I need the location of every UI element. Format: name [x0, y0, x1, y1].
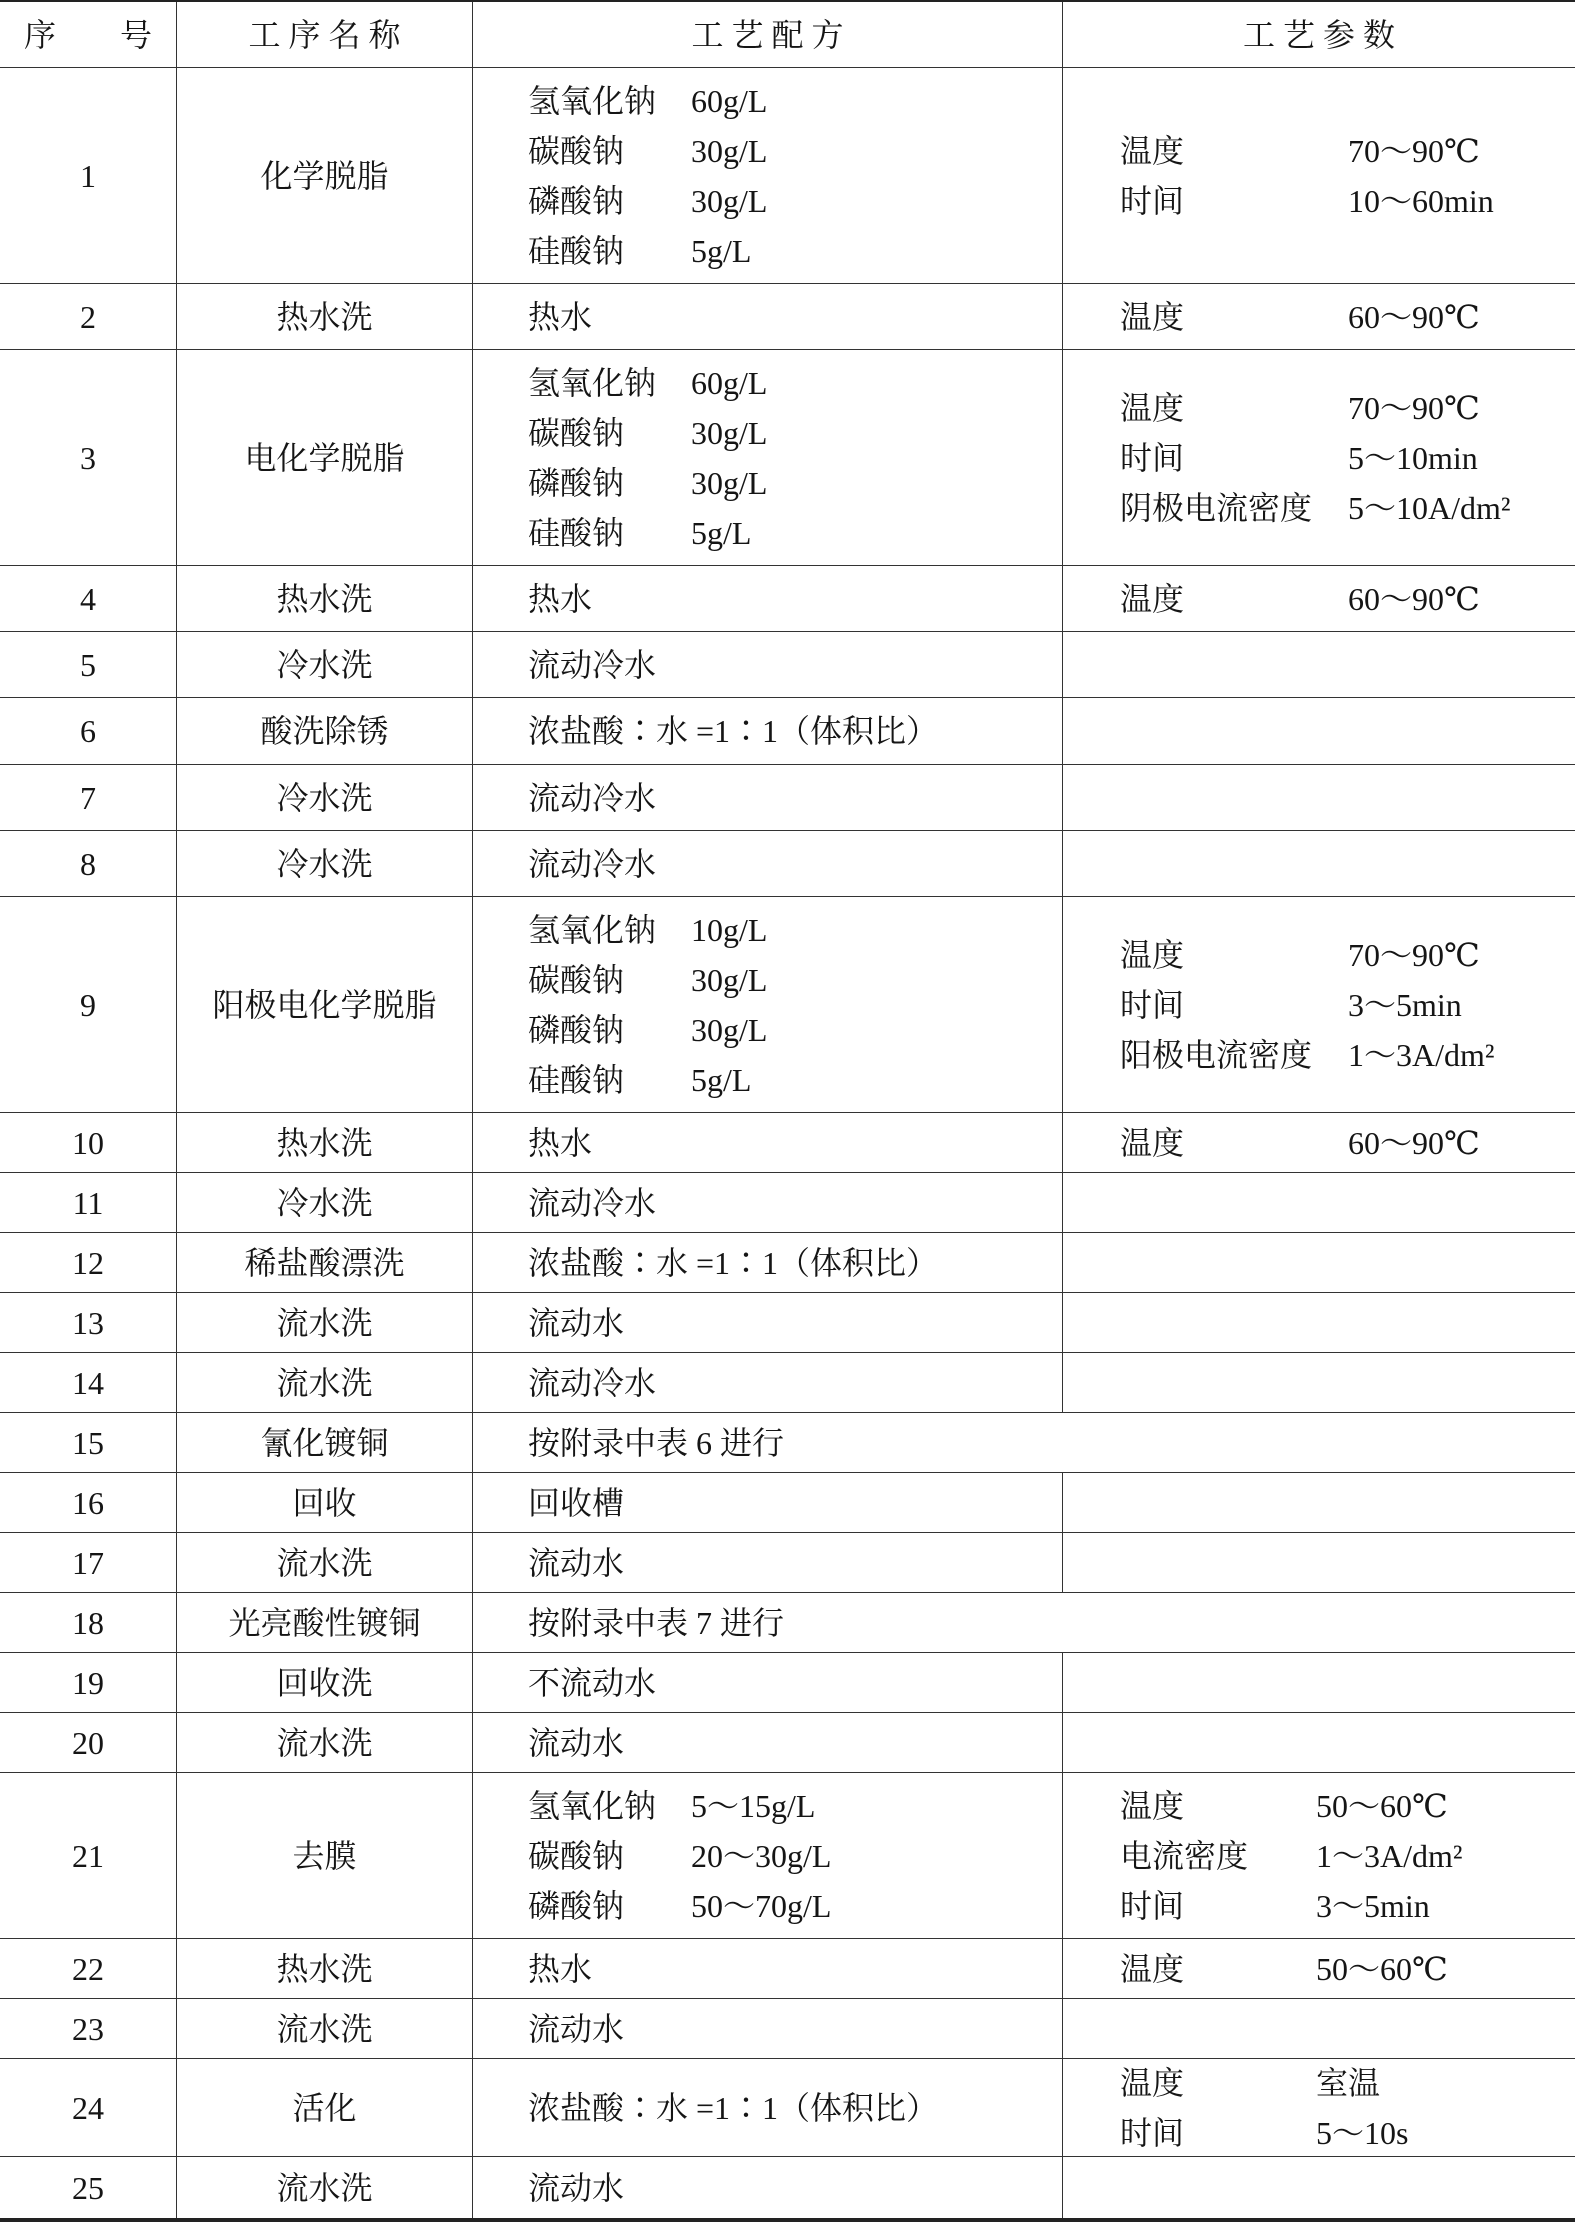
recipe-amount: 5～15g/L	[691, 1787, 816, 1824]
recipe-cell: 热水	[473, 566, 1063, 631]
parameter-name: 时间	[1120, 1887, 1185, 1924]
recipe-item	[528, 226, 1062, 276]
parameter-name: 温度	[1120, 389, 1185, 426]
parameter-item	[1120, 433, 1575, 483]
parameter-name: 温度	[1120, 1124, 1185, 1161]
table-row	[0, 566, 1575, 632]
process-name: 流水洗	[177, 1293, 473, 1352]
recipe-item	[528, 955, 1062, 1005]
recipe-item	[528, 508, 1062, 558]
header-parameters: 工 艺 参 数	[1242, 16, 1395, 53]
table-row	[0, 897, 1575, 1113]
step-number: 11	[0, 1173, 177, 1232]
recipe-cell: 流动水	[473, 1293, 1063, 1352]
recipe-item	[528, 1781, 1062, 1831]
recipe-item	[528, 1831, 1062, 1881]
recipe-cell: 流动冷水	[473, 1353, 1063, 1412]
step-number: 17	[0, 1533, 177, 1592]
recipe-cell	[473, 1773, 1063, 1938]
parameters-cell	[1063, 897, 1575, 1112]
parameter-name: 温度	[1120, 298, 1185, 335]
recipe-cell: 不流动水	[473, 1653, 1063, 1712]
parameters-cell	[1063, 1999, 1575, 2058]
parameters-cell	[1063, 1473, 1575, 1532]
parameter-name: 温度	[1120, 132, 1185, 169]
process-name: 流水洗	[177, 1533, 473, 1592]
recipe-component: 氢氧化钠	[528, 364, 657, 401]
parameter-value: 1～3A/dm²	[1316, 1837, 1463, 1874]
header-step-number: 序 号	[0, 2, 177, 67]
recipe-component: 碳酸钠	[528, 132, 625, 169]
recipe-component: 碳酸钠	[528, 1837, 625, 1874]
recipe-item	[528, 905, 1062, 955]
step-number: 25	[0, 2157, 177, 2218]
parameter-value: 3～5min	[1348, 986, 1462, 1023]
parameter-name: 时间	[1120, 986, 1185, 1023]
parameters-cell	[1063, 1939, 1575, 1998]
parameter-value: 70～90℃	[1348, 389, 1480, 426]
step-number: 4	[0, 566, 177, 631]
recipe-component: 磷酸钠	[528, 1011, 625, 1048]
recipe-cell: 流动水	[473, 2157, 1063, 2218]
step-number: 14	[0, 1353, 177, 1412]
parameters-cell	[1063, 1533, 1575, 1592]
parameter-item	[1120, 1781, 1575, 1831]
process-name: 冷水洗	[177, 1173, 473, 1232]
recipe-cell: 流动冷水	[473, 765, 1063, 830]
table-row	[0, 1713, 1575, 1773]
parameter-name: 温度	[1120, 936, 1185, 973]
parameter-value: 60～90℃	[1348, 1124, 1480, 1161]
table-row	[0, 831, 1575, 897]
recipe-amount: 30g/L	[691, 464, 768, 501]
parameters-cell	[1063, 1653, 1575, 1712]
parameters-cell	[1063, 632, 1575, 697]
process-name: 流水洗	[177, 1713, 473, 1772]
recipe-cell: 流动冷水	[473, 1173, 1063, 1232]
table-row	[0, 2157, 1575, 2218]
recipe-reference-cell: 按附录中表 6 进行	[528, 1424, 785, 1461]
parameter-item	[1120, 1944, 1575, 1994]
parameter-item	[1120, 980, 1575, 1030]
parameter-item	[1120, 1831, 1575, 1881]
parameter-item	[1120, 1118, 1575, 1168]
parameters-cell	[1063, 698, 1575, 764]
recipe-cell: 热水	[473, 1113, 1063, 1172]
parameters-cell	[1063, 566, 1575, 631]
parameters-cell	[1063, 1113, 1575, 1172]
process-name: 酸洗除锈	[177, 698, 473, 764]
recipe-cell: 流动水	[473, 1533, 1063, 1592]
parameter-name: 时间	[1120, 2114, 1185, 2151]
process-name: 热水洗	[177, 566, 473, 631]
step-number: 15	[0, 1413, 177, 1472]
step-number: 7	[0, 765, 177, 830]
parameters-cell	[1063, 1293, 1575, 1352]
parameter-item	[1120, 2108, 1575, 2158]
process-name: 冷水洗	[177, 632, 473, 697]
step-number: 10	[0, 1113, 177, 1172]
table-row	[0, 68, 1575, 284]
process-name: 化学脱脂	[177, 68, 473, 283]
recipe-item	[528, 176, 1062, 226]
parameters-cell	[1063, 2157, 1575, 2218]
recipe-component: 硅酸钠	[528, 232, 625, 269]
parameters-cell	[1063, 1233, 1575, 1292]
recipe-amount: 5g/L	[691, 1061, 752, 1098]
recipe-cell	[473, 68, 1063, 283]
table-row	[0, 1353, 1575, 1413]
parameter-name: 温度	[1120, 1950, 1185, 1987]
table-row	[0, 1939, 1575, 1999]
parameter-name: 温度	[1120, 2064, 1185, 2101]
recipe-item	[528, 1055, 1062, 1105]
parameters-cell	[1063, 284, 1575, 349]
recipe-cell: 流动水	[473, 1713, 1063, 1772]
recipe-component: 氢氧化钠	[528, 1787, 657, 1824]
recipe-amount: 20～30g/L	[691, 1837, 832, 1874]
step-number: 8	[0, 831, 177, 896]
step-number: 21	[0, 1773, 177, 1938]
parameter-value: 60～90℃	[1348, 580, 1480, 617]
parameter-value: 50～60℃	[1316, 1950, 1448, 1987]
table-row	[0, 1293, 1575, 1353]
parameter-item	[1120, 483, 1575, 533]
recipe-component: 磷酸钠	[528, 182, 625, 219]
recipe-component: 碳酸钠	[528, 961, 625, 998]
parameter-item	[1120, 574, 1575, 624]
recipe-component: 氢氧化钠	[528, 911, 657, 948]
process-name: 流水洗	[177, 2157, 473, 2218]
recipe-amount: 30g/L	[691, 182, 768, 219]
parameter-item	[1120, 292, 1575, 342]
parameter-value: 50～60℃	[1316, 1787, 1448, 1824]
table-row	[0, 1473, 1575, 1533]
parameter-value: 5～10s	[1316, 2114, 1409, 2151]
recipe-component: 磷酸钠	[528, 464, 625, 501]
table-row	[0, 632, 1575, 698]
recipe-cell: 流动冷水	[473, 632, 1063, 697]
parameter-name: 时间	[1120, 439, 1185, 476]
parameter-name: 温度	[1120, 580, 1185, 617]
parameter-value: 10～60min	[1348, 182, 1494, 219]
recipe-cell: 热水	[473, 1939, 1063, 1998]
recipe-cell: 浓盐酸∶水 =1∶1（体积比）	[473, 1233, 1063, 1292]
recipe-component: 磷酸钠	[528, 1887, 625, 1924]
recipe-amount: 30g/L	[691, 414, 768, 451]
parameter-name: 阴极电流密度	[1120, 489, 1313, 526]
recipe-amount: 60g/L	[691, 364, 768, 401]
recipe-amount: 30g/L	[691, 1011, 768, 1048]
step-number: 16	[0, 1473, 177, 1532]
parameter-value: 70～90℃	[1348, 132, 1480, 169]
step-number: 6	[0, 698, 177, 764]
recipe-component: 硅酸钠	[528, 514, 625, 551]
table-row	[0, 350, 1575, 566]
step-number: 12	[0, 1233, 177, 1292]
parameter-item	[1120, 383, 1575, 433]
recipe-cell: 流动水	[473, 1999, 1063, 2058]
recipe-cell: 流动冷水	[473, 831, 1063, 896]
parameter-name: 阳极电流密度	[1120, 1036, 1313, 1073]
parameters-cell	[1063, 1173, 1575, 1232]
process-name: 冷水洗	[177, 765, 473, 830]
step-number: 3	[0, 350, 177, 565]
table-row	[0, 1113, 1575, 1173]
parameters-cell	[1063, 2059, 1575, 2156]
recipe-item	[528, 126, 1062, 176]
recipe-amount: 30g/L	[691, 961, 768, 998]
header-recipe: 工 艺 配 方	[473, 2, 1063, 67]
table-row	[0, 1413, 1575, 1473]
parameter-value: 5～10A/dm²	[1348, 489, 1511, 526]
step-number: 2	[0, 284, 177, 349]
table-row	[0, 698, 1575, 765]
recipe-amount: 60g/L	[691, 82, 768, 119]
recipe-reference-cell: 按附录中表 7 进行	[528, 1604, 785, 1641]
parameters-cell	[1063, 350, 1575, 565]
parameter-value: 5～10min	[1348, 439, 1478, 476]
recipe-item	[528, 358, 1062, 408]
parameters-cell	[1063, 68, 1575, 283]
table-row	[0, 2059, 1575, 2157]
process-name: 流水洗	[177, 1353, 473, 1412]
parameter-name: 电流密度	[1120, 1837, 1249, 1874]
parameter-value: 室温	[1316, 2064, 1381, 2101]
process-name: 回收洗	[177, 1653, 473, 1712]
process-name: 去膜	[177, 1773, 473, 1938]
process-name: 流水洗	[177, 1999, 473, 2058]
recipe-cell: 浓盐酸∶水 =1∶1（体积比）	[473, 2059, 1063, 2156]
table-row	[0, 1233, 1575, 1293]
parameter-value: 70～90℃	[1348, 936, 1480, 973]
step-number: 13	[0, 1293, 177, 1352]
process-name: 热水洗	[177, 1939, 473, 1998]
recipe-item	[528, 1881, 1062, 1931]
parameters-cell	[1063, 1713, 1575, 1772]
table-header-row	[0, 2, 1575, 68]
parameter-item	[1120, 176, 1575, 226]
recipe-item	[528, 408, 1062, 458]
recipe-cell: 热水	[473, 284, 1063, 349]
table-row	[0, 1173, 1575, 1233]
recipe-amount: 5g/L	[691, 514, 752, 551]
recipe-item	[528, 458, 1062, 508]
process-name: 稀盐酸漂洗	[177, 1233, 473, 1292]
step-number: 20	[0, 1713, 177, 1772]
process-name: 氰化镀铜	[177, 1413, 473, 1472]
step-number: 19	[0, 1653, 177, 1712]
recipe-cell	[473, 897, 1063, 1112]
process-name: 热水洗	[177, 1113, 473, 1172]
step-number: 1	[0, 68, 177, 283]
table-row	[0, 1653, 1575, 1713]
parameters-cell	[1063, 1353, 1575, 1412]
step-number: 23	[0, 1999, 177, 2058]
recipe-cell	[473, 350, 1063, 565]
parameters-cell	[1063, 765, 1575, 830]
step-number: 22	[0, 1939, 177, 1998]
parameter-item	[1120, 930, 1575, 980]
recipe-component: 硅酸钠	[528, 1061, 625, 1098]
parameter-item	[1120, 126, 1575, 176]
recipe-amount: 30g/L	[691, 132, 768, 169]
table-row	[0, 1533, 1575, 1593]
recipe-cell: 回收槽	[473, 1473, 1063, 1532]
step-number: 5	[0, 632, 177, 697]
recipe-item	[528, 76, 1062, 126]
process-name: 光亮酸性镀铜	[177, 1593, 473, 1652]
parameter-item	[1120, 2058, 1575, 2108]
recipe-amount: 5g/L	[691, 232, 752, 269]
table-row	[0, 765, 1575, 831]
table-row	[0, 1773, 1575, 1939]
recipe-amount: 50～70g/L	[691, 1887, 832, 1924]
step-number: 9	[0, 897, 177, 1112]
parameter-value: 60～90℃	[1348, 298, 1480, 335]
table-row	[0, 284, 1575, 350]
table-row	[0, 1999, 1575, 2059]
process-name: 热水洗	[177, 284, 473, 349]
parameter-name: 温度	[1120, 1787, 1185, 1824]
parameter-value: 3～5min	[1316, 1887, 1430, 1924]
recipe-component: 碳酸钠	[528, 414, 625, 451]
header-process-name: 工 序 名 称	[177, 2, 473, 67]
parameters-cell	[1063, 831, 1575, 896]
step-number: 18	[0, 1593, 177, 1652]
recipe-cell: 浓盐酸∶水 =1∶1（体积比）	[473, 698, 1063, 764]
process-name: 活化	[177, 2059, 473, 2156]
parameter-item	[1120, 1881, 1575, 1931]
recipe-amount: 10g/L	[691, 911, 768, 948]
parameter-item	[1120, 1030, 1575, 1080]
recipe-component: 氢氧化钠	[528, 82, 657, 119]
process-name: 冷水洗	[177, 831, 473, 896]
parameters-cell	[1063, 1773, 1575, 1938]
step-number: 24	[0, 2059, 177, 2156]
table-row	[0, 1593, 1575, 1653]
process-name: 回收	[177, 1473, 473, 1532]
process-name: 阳极电化学脱脂	[177, 897, 473, 1112]
process-name: 电化学脱脂	[177, 350, 473, 565]
parameter-value: 1～3A/dm²	[1348, 1036, 1495, 1073]
parameter-name: 时间	[1120, 182, 1185, 219]
recipe-item	[528, 1005, 1062, 1055]
